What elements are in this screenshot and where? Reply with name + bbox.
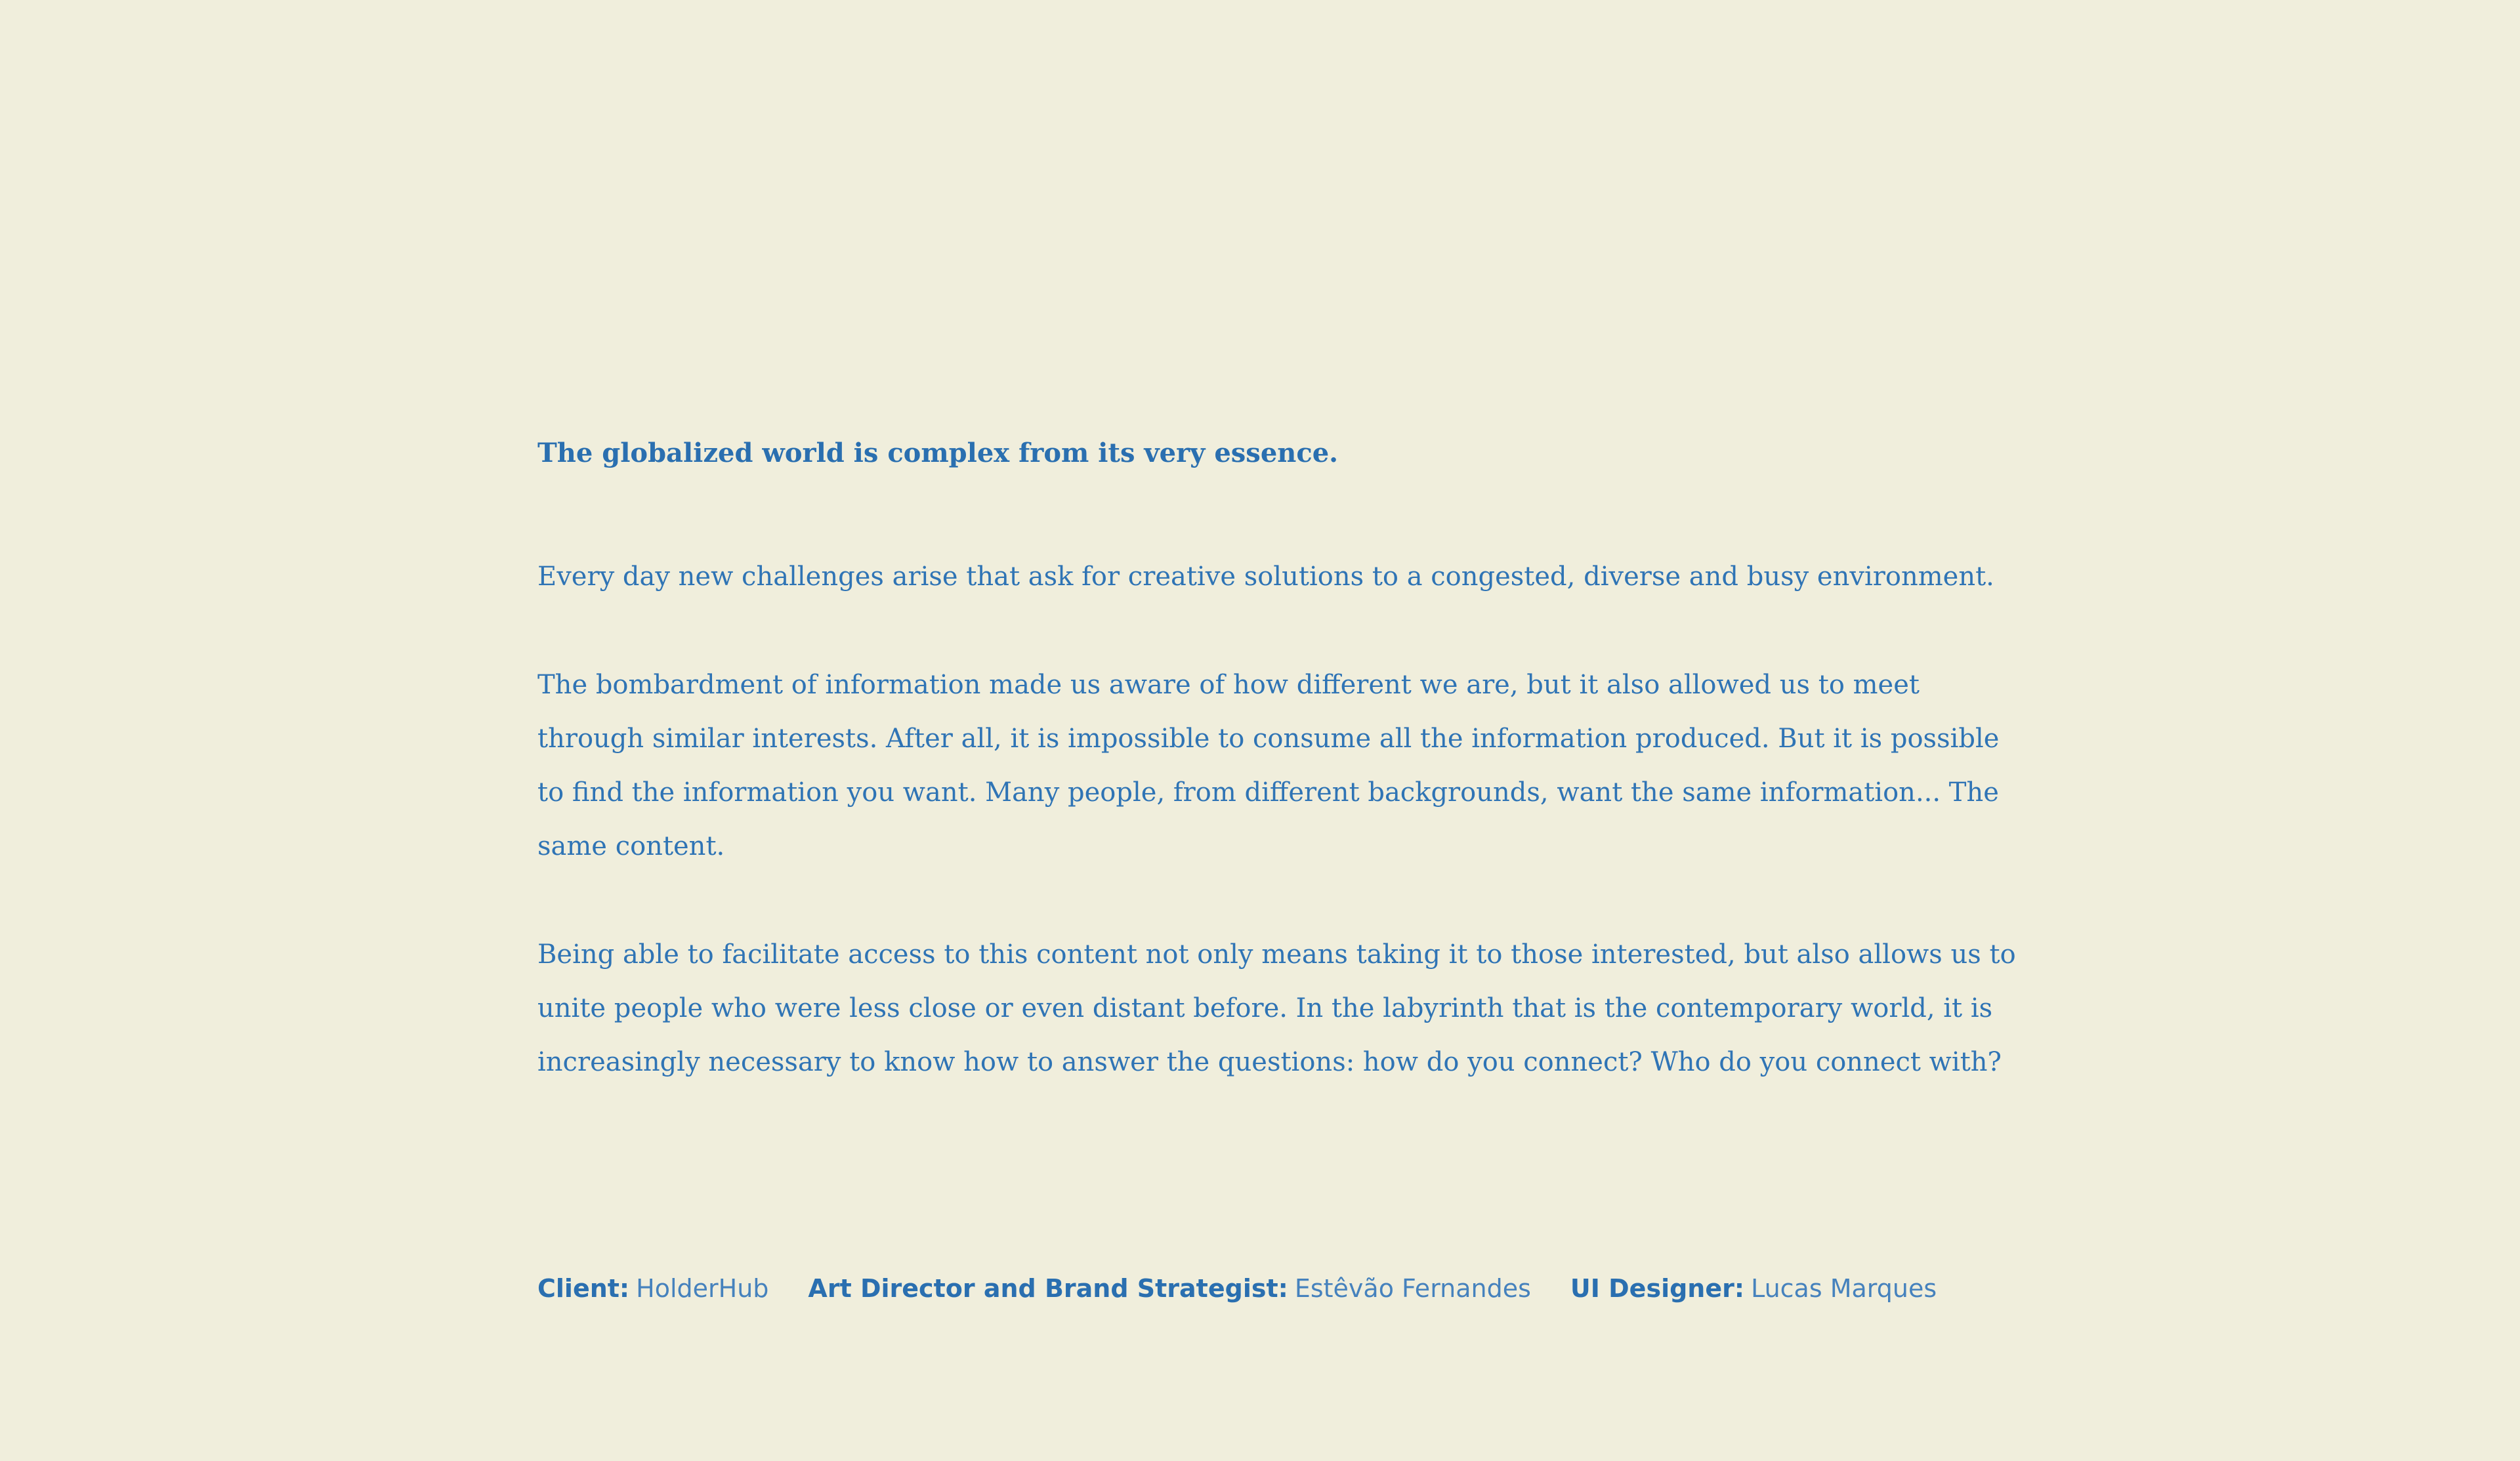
credit-label: Art Director and Brand Strategist: [808, 1274, 1288, 1303]
paragraph-challenges: Every day new challenges arise that ask for creative solutions to a congested, diverse and busy environment. [537, 562, 1994, 592]
credit-art-director [808, 1274, 1530, 1303]
intro-heading: The globalized world is complex from its very essence. [537, 438, 1339, 468]
project-credits [537, 1269, 2244, 1308]
credit-label: UI Designer: [1570, 1274, 1745, 1303]
paragraph-information: The bombardment of information made us aware of how different we are, but it also allowed us to meet through similar interests. After all, it is impossible to consume all the information produced. But it is possible to find the information you want. Many people, from different backgrounds, want the same information... The same content. [537, 670, 2000, 861]
credit-value: Estêvão Fernandes [1294, 1274, 1531, 1303]
credit-value: Lucas Marques [1751, 1274, 1937, 1303]
credit-client [537, 1274, 768, 1303]
paragraph-connection: Being able to facilitate access to this content not only means taking it to those interested, but also allows us to unite people who were less close or even distant before. In the labyrinth that is the contemporary world, it is increasingly necessary to know how to answer the questions: how do you connect? Who do you connect with? [537, 939, 2016, 1077]
credit-label: Client: [537, 1274, 630, 1303]
credit-value: HolderHub [636, 1274, 769, 1303]
credit-ui-designer [1570, 1274, 1937, 1303]
project-description [537, 433, 2034, 1143]
